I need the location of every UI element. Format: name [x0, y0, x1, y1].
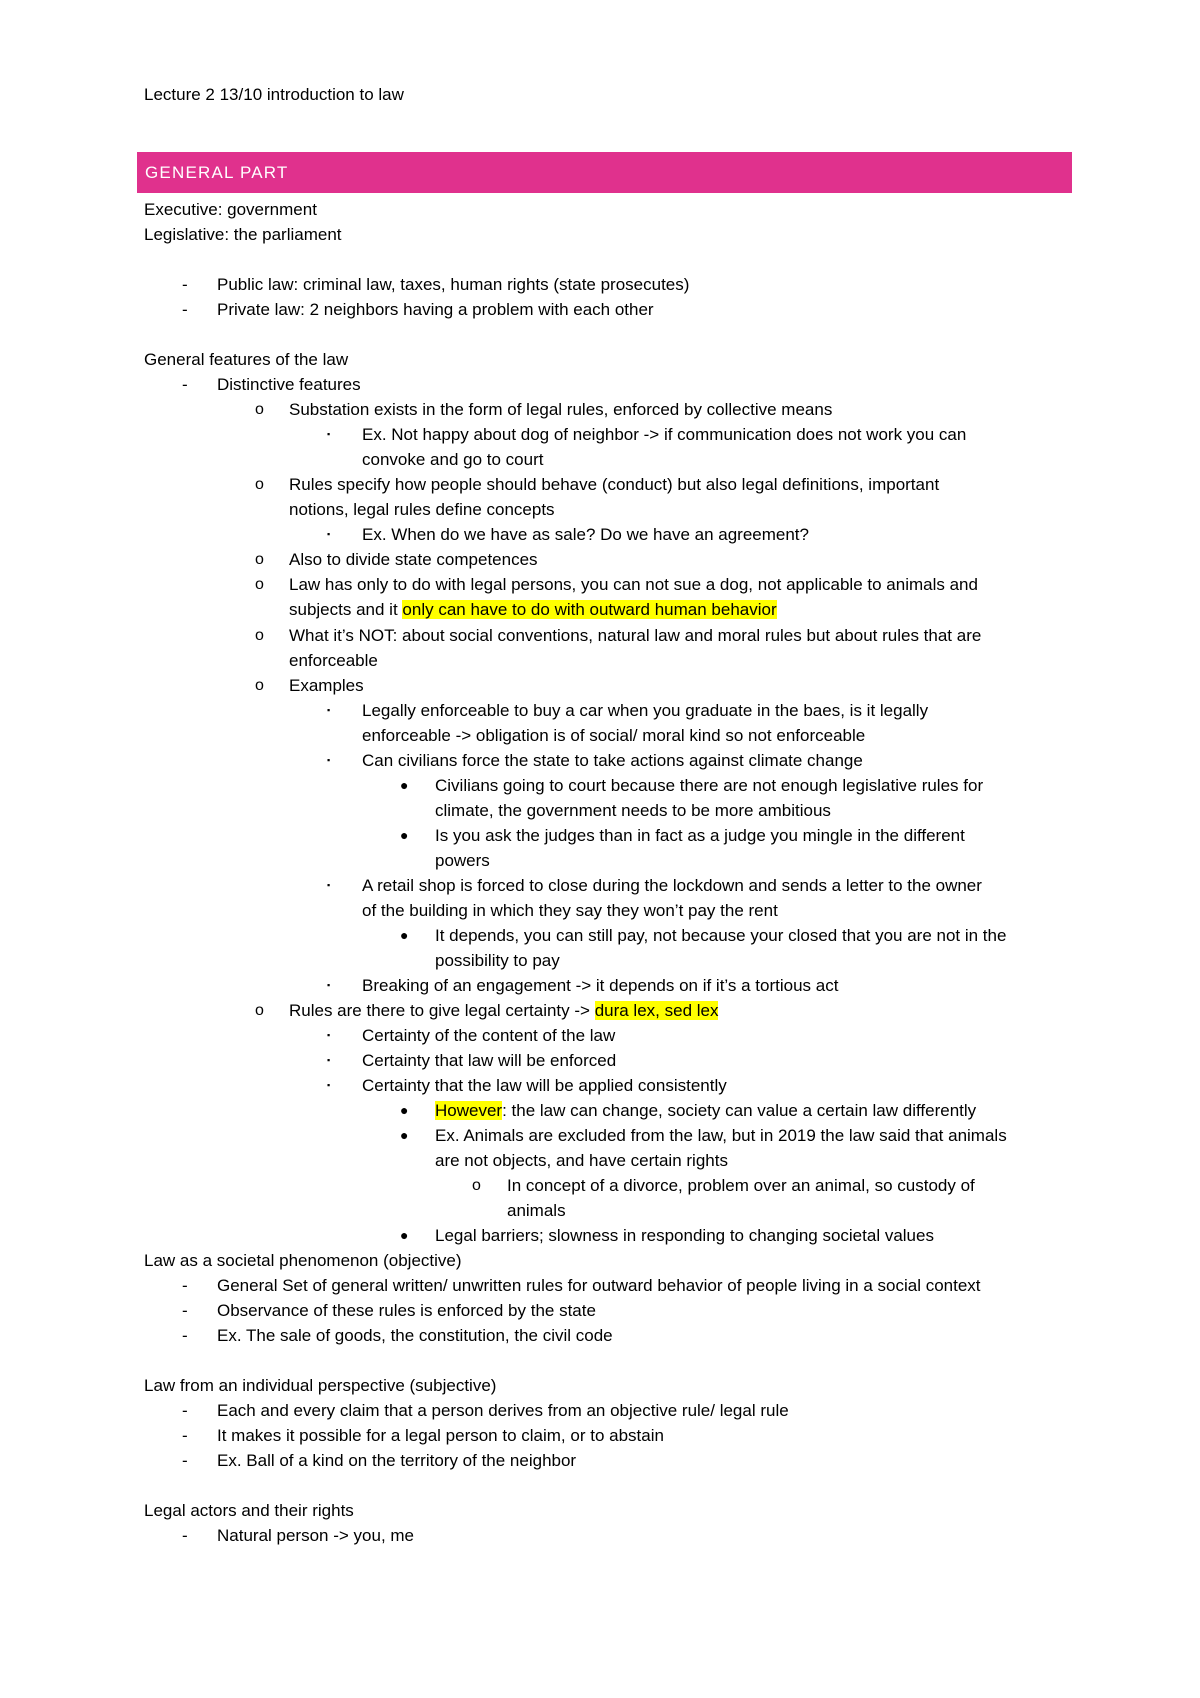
- square-bullet: ▪: [327, 1080, 331, 1090]
- text-line: notions, legal rules define concepts: [289, 500, 555, 519]
- circle-bullet: o: [255, 401, 264, 418]
- text-line: Ex. Ball of a kind on the territory of the neighbor: [217, 1451, 577, 1470]
- text-span: Rules are there to give legal certainty ->: [289, 1001, 595, 1020]
- dash-bullet: -: [182, 1326, 188, 1345]
- dash-bullet: -: [182, 1451, 188, 1470]
- text-line: Also to divide state competences: [289, 550, 538, 569]
- page-title: Lecture 2 13/10 introduction to law: [144, 85, 404, 104]
- text-span: subjects and it: [289, 600, 403, 619]
- text-line: Distinctive features: [217, 375, 361, 394]
- dash-bullet: -: [182, 1401, 188, 1420]
- text-line: Examples: [289, 676, 364, 695]
- dash-bullet: -: [182, 1426, 188, 1445]
- text-line: It makes it possible for a legal person to claim, or to abstain: [217, 1426, 664, 1445]
- circle-bullet: o: [255, 1002, 264, 1019]
- text-line: possibility to pay: [435, 951, 560, 970]
- text-line: A retail shop is forced to close during the lockdown and sends a letter to the owner: [362, 876, 982, 895]
- section-heading: General features of the law: [144, 350, 349, 369]
- square-bullet: ▪: [327, 1055, 331, 1065]
- dash-bullet: -: [182, 375, 188, 394]
- text-line: of the building in which they say they won’t pay the rent: [362, 901, 778, 920]
- square-bullet: ▪: [327, 429, 331, 439]
- square-bullet: ▪: [327, 755, 331, 765]
- circle-bullet: o: [255, 476, 264, 493]
- text-line: In concept of a divorce, problem over an animal, so custody of: [507, 1176, 975, 1195]
- dot-bullet: ●: [400, 1227, 409, 1243]
- text-line: Ex. The sale of goods, the constitution, the civil code: [217, 1326, 613, 1345]
- text-line: [289, 998, 718, 1023]
- text-line: Legal barriers; slowness in responding to changing societal values: [435, 1226, 934, 1245]
- text-line: Observance of these rules is enforced by the state: [217, 1301, 596, 1320]
- circle-bullet: o: [472, 1177, 481, 1194]
- square-bullet: ▪: [327, 1030, 331, 1040]
- highlighted-text: only can have to do with outward human behavior: [402, 600, 777, 619]
- text-line: Civilians going to court because there are not enough legislative rules for: [435, 776, 984, 795]
- text-line: Ex. Not happy about dog of neighbor -> if communication does not work you can: [362, 425, 967, 444]
- circle-bullet: o: [255, 576, 264, 593]
- dash-bullet: -: [182, 300, 188, 319]
- text-line: What it’s NOT: about social conventions, natural law and moral rules but about rules that are: [289, 626, 982, 645]
- text-line: General Set of general written/ unwritten rules for outward behavior of people living in a social context: [217, 1276, 981, 1295]
- text-line: Ex. When do we have as sale? Do we have an agreement?: [362, 525, 809, 544]
- circle-bullet: o: [255, 627, 264, 644]
- text-line: Breaking of an engagement -> it depends on if it’s a tortious act: [362, 976, 839, 995]
- text-line: convoke and go to court: [362, 450, 544, 469]
- dot-bullet: ●: [400, 1102, 409, 1118]
- text-line: It depends, you can still pay, not because your closed that you are not in the: [435, 926, 1007, 945]
- square-bullet: ▪: [327, 529, 331, 539]
- section-heading: Law from an individual perspective (subjective): [144, 1376, 497, 1395]
- dot-bullet: ●: [400, 777, 409, 793]
- circle-bullet: o: [255, 551, 264, 568]
- dash-bullet: -: [182, 275, 188, 294]
- text-line: are not objects, and have certain rights: [435, 1151, 728, 1170]
- dash-bullet: -: [182, 1301, 188, 1320]
- text-line: Executive: government: [144, 200, 317, 219]
- text-line: Certainty of the content of the law: [362, 1026, 616, 1045]
- highlighted-text: dura lex, sed lex: [594, 1001, 719, 1020]
- square-bullet: ▪: [327, 880, 331, 890]
- highlighted-text: However: [435, 1101, 503, 1120]
- text-line: Legally enforceable to buy a car when you graduate in the baes, is it legally: [362, 701, 929, 720]
- circle-bullet: o: [255, 677, 264, 694]
- text-line: powers: [435, 851, 490, 870]
- text-line: Can civilians force the state to take actions against climate change: [362, 751, 863, 770]
- dot-bullet: ●: [400, 827, 409, 843]
- text-line: Is you ask the judges than in fact as a judge you mingle in the different: [435, 826, 965, 845]
- text-line: Private law: 2 neighbors having a problem with each other: [217, 300, 654, 319]
- text-line: Natural person -> you, me: [217, 1526, 415, 1545]
- text-line: enforceable -> obligation is of social/ moral kind so not enforceable: [362, 726, 866, 745]
- square-bullet: ▪: [327, 705, 331, 715]
- text-line: enforceable: [289, 651, 378, 670]
- text-span: : the law can change, society can value a certain law differently: [502, 1101, 977, 1120]
- text-line: Each and every claim that a person derives from an objective rule/ legal rule: [217, 1401, 789, 1420]
- dot-bullet: ●: [400, 927, 409, 943]
- text-line: Legislative: the parliament: [144, 225, 342, 244]
- text-line: animals: [507, 1201, 566, 1220]
- text-line: climate, the government needs to be more ambitious: [435, 801, 831, 820]
- dash-bullet: -: [182, 1526, 188, 1545]
- section-banner: GENERAL PART: [137, 152, 1072, 193]
- text-line: [435, 1098, 976, 1123]
- text-line: Certainty that the law will be applied consistently: [362, 1076, 727, 1095]
- text-line: [289, 597, 777, 622]
- text-line: Rules specify how people should behave (conduct) but also legal definitions, important: [289, 475, 940, 494]
- square-bullet: ▪: [327, 980, 331, 990]
- dash-bullet: -: [182, 1276, 188, 1295]
- text-line: Substation exists in the form of legal rules, enforced by collective means: [289, 400, 833, 419]
- dot-bullet: ●: [400, 1127, 409, 1143]
- text-line: Law has only to do with legal persons, you can not sue a dog, not applicable to animals and: [289, 575, 978, 594]
- text-line: Public law: criminal law, taxes, human rights (state prosecutes): [217, 275, 690, 294]
- section-heading: Law as a societal phenomenon (objective): [144, 1251, 462, 1270]
- section-heading: Legal actors and their rights: [144, 1501, 354, 1520]
- text-line: Ex. Animals are excluded from the law, but in 2019 the law said that animals: [435, 1126, 1007, 1145]
- text-line: Certainty that law will be enforced: [362, 1051, 617, 1070]
